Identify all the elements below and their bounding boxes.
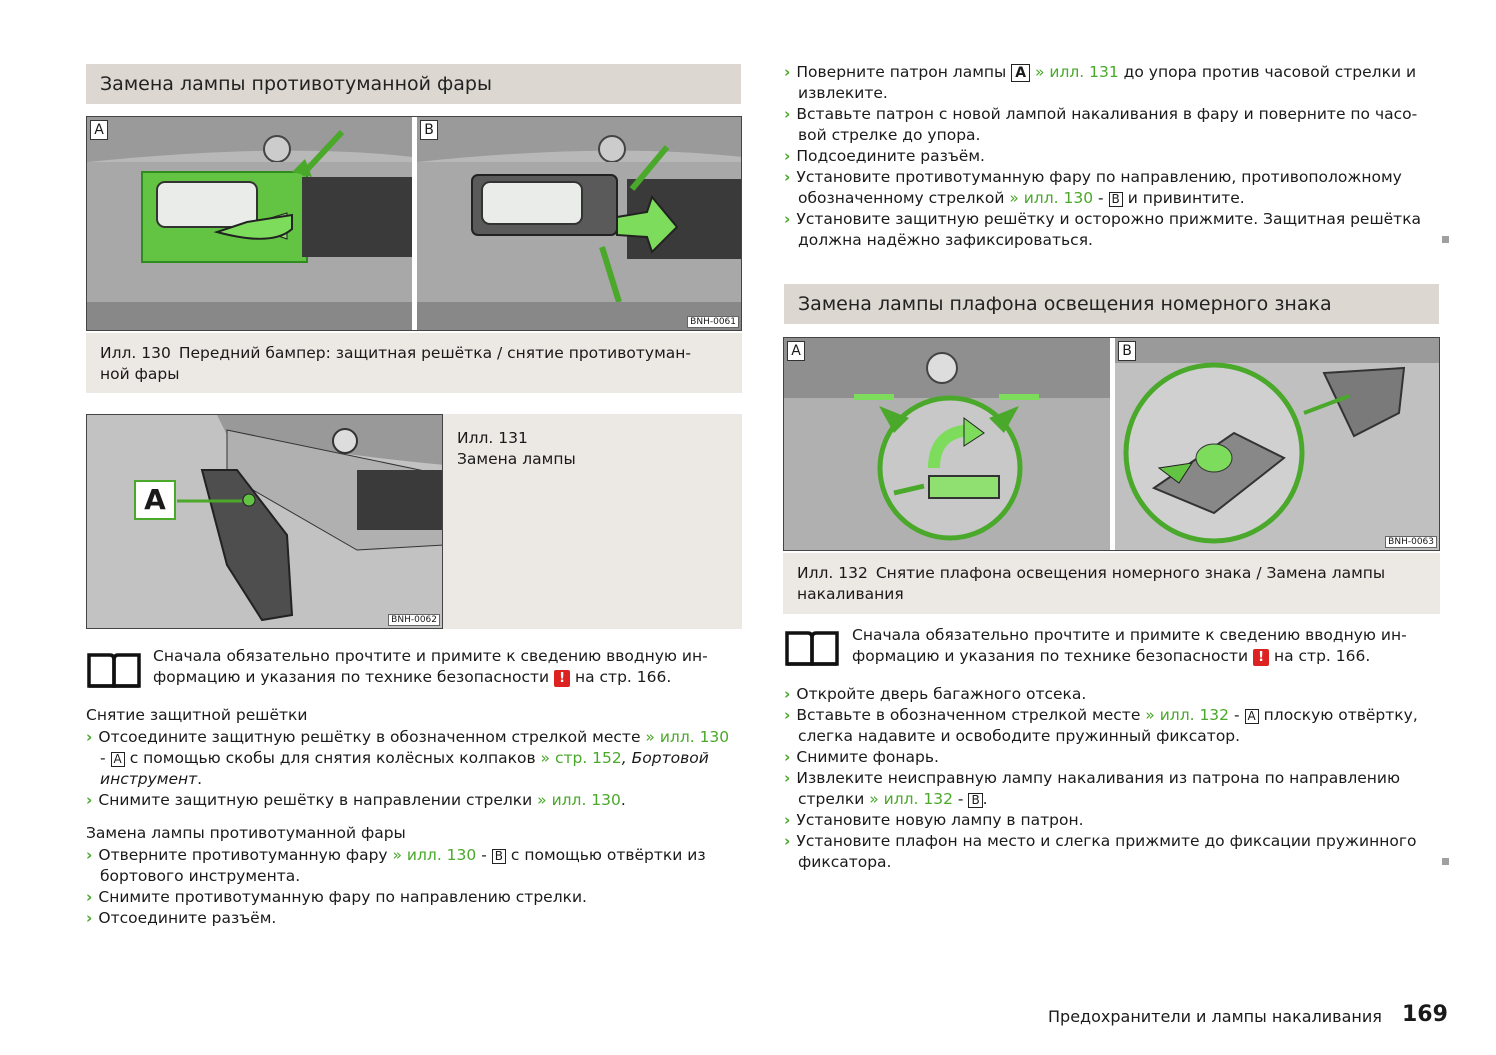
book-icon bbox=[86, 651, 142, 689]
section-title-fog-lamp: Замена лампы противотуманной фары bbox=[86, 64, 741, 104]
link-fig-130[interactable]: » илл. 130 bbox=[645, 728, 730, 746]
step-text: до упора против часовой стрелки и bbox=[1123, 63, 1417, 81]
label-box-b: B bbox=[968, 793, 982, 808]
link-fig-132[interactable]: » илл. 132 bbox=[869, 790, 953, 808]
step-text: и привинтите. bbox=[1127, 189, 1245, 207]
book-icon bbox=[784, 629, 840, 667]
step-text: Отверните противотуманную фару bbox=[98, 846, 388, 864]
step-text-italic: , Бортовой bbox=[621, 749, 709, 767]
figure-130-label-b: B bbox=[420, 120, 438, 140]
section-end-mark bbox=[1442, 858, 1449, 865]
safety-note-right-line1: Сначала обязательно прочтите и примите к сведению вводную ин- bbox=[852, 626, 1407, 644]
period: . bbox=[982, 790, 988, 808]
link-page-152[interactable]: » стр. 152 bbox=[540, 749, 622, 767]
figure-132-label-a: A bbox=[787, 341, 805, 361]
figure-130-illustration bbox=[87, 117, 742, 331]
section-end-mark bbox=[1442, 236, 1449, 243]
step-text: Снимите фонарь. bbox=[796, 748, 939, 766]
figure-130-caption-line2: ной фары bbox=[100, 365, 180, 383]
step-text: Снимите защитную решётку в направлении стрелки bbox=[98, 791, 533, 809]
safety-note-right-line2: формацию и указания по технике безопасности bbox=[852, 647, 1249, 665]
figure-131 bbox=[86, 414, 443, 629]
step-text: Отсоедините защитную решётку в обозначенном стрелкой месте bbox=[98, 728, 641, 746]
figure-130-code: BNH-0061 bbox=[687, 316, 739, 328]
warning-icon: ! bbox=[554, 670, 570, 687]
figure-130-caption-line1: Передний бампер: защитная решётка / снятие противотуман- bbox=[178, 344, 691, 362]
figure-132-caption bbox=[783, 553, 1440, 614]
figure-130-caption bbox=[86, 333, 742, 393]
step-text: Вставьте патрон с новой лампой накаливания в фару и поверните по часо- bbox=[796, 105, 1418, 123]
step-text: Извлеките неисправную лампу накаливания из патрона по направлению bbox=[796, 769, 1401, 787]
safety-note-left-line2: формацию и указания по технике безопасности bbox=[153, 668, 550, 686]
step-text: Подсоедините разъём. bbox=[796, 147, 985, 165]
figure-132-caption-line2: накаливания bbox=[797, 585, 904, 603]
figure-130-label-a: A bbox=[90, 120, 108, 140]
figure-132-caption-label: Илл. 132 bbox=[797, 564, 868, 582]
dash: - bbox=[100, 749, 106, 767]
warning-icon: ! bbox=[1253, 649, 1269, 666]
link-fig-130[interactable]: » илл. 130 bbox=[537, 791, 621, 809]
safety-note-left-ref[interactable]: на стр. 166. bbox=[574, 668, 672, 686]
figure-132-label-b: B bbox=[1118, 341, 1136, 361]
step-text: бортового инструмента. bbox=[100, 867, 301, 885]
figure-132 bbox=[783, 337, 1440, 551]
figure-130-caption-label: Илл. 130 bbox=[100, 344, 171, 362]
dash: - bbox=[1098, 189, 1104, 207]
figure-132-caption-line1: Снятие плафона освещения номерного знака / Замена лампы bbox=[875, 564, 1386, 582]
footer-chapter: Предохранители и лампы накаливания bbox=[1048, 1007, 1382, 1026]
step-text: Вставьте в обозначенном стрелкой месте bbox=[796, 706, 1141, 724]
safety-note-left bbox=[153, 646, 708, 688]
subsection-title-grille: Снятие защитной решётки bbox=[86, 706, 308, 724]
link-fig-130[interactable]: » илл. 130 bbox=[1009, 189, 1094, 207]
step-text: плоскую отвёртку, bbox=[1263, 706, 1418, 724]
dash: - bbox=[957, 790, 964, 808]
step-text: Отсоедините разъём. bbox=[98, 909, 277, 927]
step-text: с помощью отвёртки из bbox=[510, 846, 706, 864]
step-text: слегка надавите и освободите пружинный фиксатор. bbox=[798, 727, 1241, 745]
label-box-a: A bbox=[1245, 709, 1259, 724]
safety-note-left-line1: Сначала обязательно прочтите и примите к сведению вводную ин- bbox=[153, 647, 708, 665]
label-box-b: B bbox=[1109, 192, 1123, 207]
figure-131-caption-text: Замена лампы bbox=[457, 450, 576, 468]
step-text: с помощью скобы для снятия колёсных колпаков bbox=[129, 749, 536, 767]
steps-fog-lamp-continued: › Поверните патрон лампы A » илл. 131 до упора против часовой стрелки и извлеките. › Вставьте патрон с новой лампой накаливания в фару и поверните по часо- вой стрелке до упора. › Подсоедините разъём. › Установите противотуманную фару по направлению, противоположному обозначенному стрелкой » илл. 130 - B и привинтите. › Установите защитную решётку и осторожно прижмите. Защитная решётка должна надёжно зафиксироваться. bbox=[784, 63, 1422, 249]
period: . bbox=[197, 770, 203, 788]
label-box-b: B bbox=[492, 849, 506, 864]
dash: - bbox=[481, 846, 487, 864]
step-text: извлеките. bbox=[798, 84, 888, 102]
subsection-title-fog-lamp: Замена лампы противотуманной фары bbox=[86, 824, 406, 842]
page-number: 169 bbox=[1402, 1002, 1448, 1027]
label-box-a: A bbox=[111, 752, 125, 767]
step-text: Установите плафон на место и слегка прижмите до фиксации пружинного bbox=[796, 832, 1417, 850]
figure-131-callout: A bbox=[144, 483, 166, 516]
period: . bbox=[620, 791, 626, 809]
step-text: Поверните патрон лампы bbox=[796, 63, 1007, 81]
step-text: Снимите противотуманную фару по направлению стрелки. bbox=[98, 888, 587, 906]
step-text: Установите защитную решётку и осторожно прижмите. Защитная решётка bbox=[796, 210, 1422, 228]
step-text-italic: инструмент bbox=[100, 770, 198, 788]
step-text: Откройте дверь багажного отсека. bbox=[796, 685, 1087, 703]
section-title-plate-light: Замена лампы плафона освещения номерного знака bbox=[784, 284, 1439, 324]
step-text: Установите новую лампу в патрон. bbox=[796, 811, 1084, 829]
link-fig-132[interactable]: » илл. 132 bbox=[1145, 706, 1230, 724]
figure-131-caption-label: Илл. 131 bbox=[457, 429, 528, 447]
label-box-a: A bbox=[1011, 64, 1030, 82]
safety-note-right-ref[interactable]: на стр. 166. bbox=[1273, 647, 1371, 665]
figure-131-code: BNH-0062 bbox=[388, 614, 440, 626]
step-text: Установите противотуманную фару по направлению, противоположному bbox=[796, 168, 1402, 186]
link-fig-131[interactable]: » илл. 131 bbox=[1034, 63, 1119, 81]
step-text: должна надёжно зафиксироваться. bbox=[798, 231, 1093, 249]
figure-132-illustration bbox=[784, 338, 1440, 551]
step-text: вой стрелке до упора. bbox=[798, 126, 981, 144]
step-text: стрелки bbox=[798, 790, 865, 808]
figure-130 bbox=[86, 116, 742, 331]
dash: - bbox=[1233, 706, 1240, 724]
figure-131-caption bbox=[443, 414, 742, 629]
step-text: обозначенному стрелкой bbox=[798, 189, 1005, 207]
steps-fog-lamp: › Отверните противотуманную фару » илл. 130 - B с помощью отвёртки из бортового инструмента. › Снимите противотуманную фару по направлению стрелки. › Отсоедините разъём. bbox=[86, 846, 706, 927]
link-fig-130[interactable]: » илл. 130 bbox=[392, 846, 477, 864]
safety-note-right bbox=[852, 625, 1407, 667]
figure-132-code: BNH-0063 bbox=[1385, 536, 1437, 548]
step-text: фиксатора. bbox=[798, 853, 892, 871]
steps-plate-light: › Откройте дверь багажного отсека. › Вставьте в обозначенном стрелкой месте » илл. 132 - A плоскую отвёртку, слегка надавите и освободите пружинный фиксатор. › Снимите фонарь. › Извлеките неисправную лампу накаливания из патрона по направлению стрелки » илл. 132 - B . › Установите новую лампу в патрон. › Установите плафон на место и слегка прижмите до фиксации пружинного фиксатора. bbox=[784, 685, 1418, 871]
figure-131-illustration bbox=[87, 415, 443, 629]
steps-grille: › Отсоедините защитную решётку в обозначенном стрелкой месте » илл. 130 - A с помощью скобы для снятия колёсных колпаков » стр. 152, Бортовой инструмент. › Снимите защитную решётку в направлении стрелки » илл. 130. bbox=[86, 728, 730, 809]
